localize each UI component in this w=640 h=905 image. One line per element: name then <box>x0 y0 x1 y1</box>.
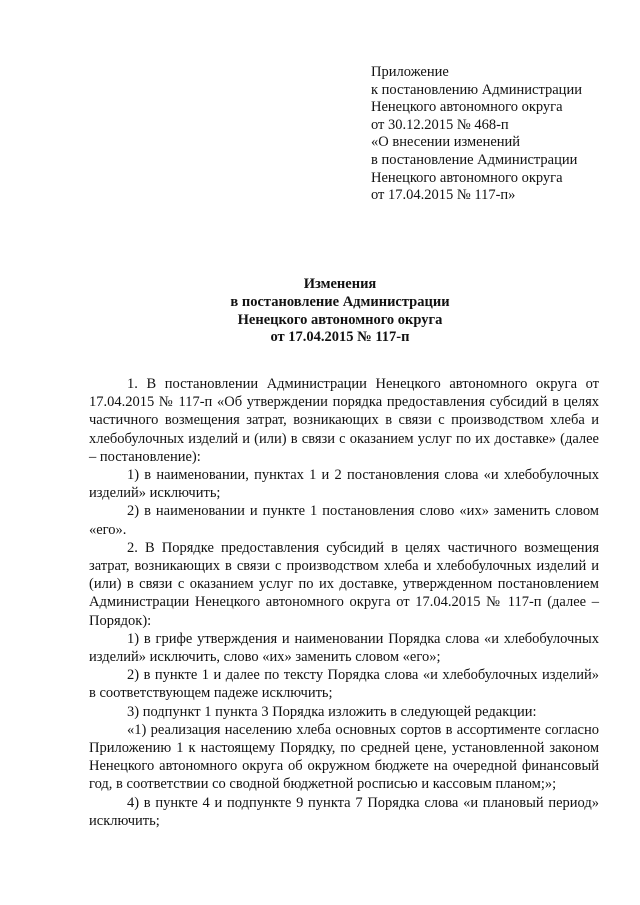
paragraph: 3) подпункт 1 пункта 3 Порядка изложить в следующей редакции: <box>127 703 537 720</box>
paragraph: 1) в наименовании, пунктах 1 и 2 постановления слова «и хлебобулочных изделий» исключить; <box>89 467 599 502</box>
paragraph: 2) в пункте 1 и далее по тексту Порядка слова «и хлебобулочных изделий» в соответствующем падеже исключить; <box>89 667 599 702</box>
title-line: в постановление Администрации <box>230 293 450 310</box>
document-title <box>150 276 530 347</box>
appendix-line: Ненецкого автономного округа <box>371 99 563 116</box>
appendix-line: к постановлению Администрации <box>371 81 582 98</box>
paragraph: 1) в грифе утверждения и наименовании Порядка слова «и хлебобулочных изделий» исключить, слово «их» заменить словом «его»; <box>89 630 599 666</box>
document-body <box>89 375 599 830</box>
title-line: от 17.04.2015 № 117-п <box>270 329 410 346</box>
paragraph: 4) в пункте 4 и подпункте 9 пункта 7 Порядка слова «и плановый период» исключить; <box>89 794 599 829</box>
paragraph: 2) в наименовании и пункте 1 постановления слово «их» заменить словом «его». <box>89 503 599 538</box>
title-line: Ненецкого автономного округа <box>237 311 443 328</box>
appendix-line: Приложение <box>371 64 449 80</box>
appendix-line: от 30.12.2015 № 468-п <box>371 116 509 133</box>
appendix-line: «О внесении изменений <box>371 134 521 151</box>
appendix-line: Ненецкого автономного округа <box>371 169 563 186</box>
appendix-line: в постановление Администрации <box>371 151 578 168</box>
paragraph: 2. В Порядке предоставления субсидий в целях частичного возмещения затрат, возникающих в связи с производством хлеба и хлебобулочных изделий и (или) в связи с оказанием услуг по их доставке, утвержденном постановлением Администрации Ненецкого автономного округа от 17.04.2015 № 117-п (далее – Порядок): <box>89 539 599 629</box>
appendix-block <box>371 64 621 205</box>
title-line: Изменения <box>303 276 377 292</box>
paragraph: «1) реализация населению хлеба основных сортов в ассортименте согласно Приложению 1 к настоящему Порядку, по средней цене, установленной законом Ненецкого автономного округа об окружном бюджете на очередной финансовый год, в соответствии со сводной бюджетной росписью и кассовым планом;»; <box>89 721 599 793</box>
paragraph: 1. В постановлении Администрации Ненецкого автономного округа от 17.04.2015 № 117-п «Об утверждении порядка предоставления субсидий в целях частичного возмещения затрат, возникающих в связи с производством хлеба и хлебобулочных изделий и (или) в связи с оказанием услуг по их доставке» (далее – постановление): <box>89 376 599 465</box>
appendix-line: от 17.04.2015 № 117-п» <box>371 187 516 204</box>
